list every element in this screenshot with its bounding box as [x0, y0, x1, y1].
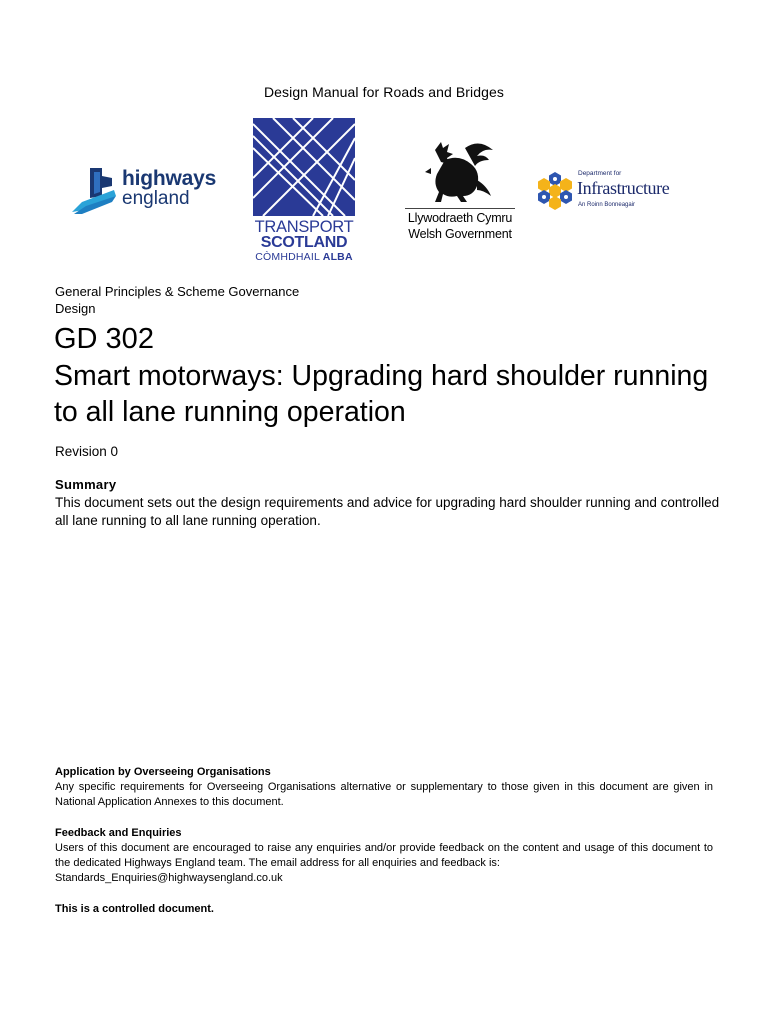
welsh-government-logo — [403, 138, 517, 244]
welsh-government-welsh-name: Llywodraeth Cymru — [407, 211, 513, 225]
welsh-government-divider — [405, 208, 515, 209]
dfi-hexagon-emblem-icon — [536, 171, 574, 211]
document-category — [55, 283, 375, 317]
summary-heading: Summary — [55, 477, 117, 492]
application-text: Any specific requirements for Overseeing Organisations alternative or supplementary to those given in this document are given in National Application Annexes to this document. — [55, 781, 713, 808]
feedback-text — [55, 841, 713, 886]
transport-scotland-wordmark-line1: TRANSPORT — [254, 218, 354, 236]
feedback-email: Standards_Enquiries@highwaysengland.co.uk — [55, 872, 283, 884]
dfi-logo — [536, 170, 698, 212]
transport-scotland-emblem-icon — [253, 118, 355, 216]
highways-england-wordmark-line1: highways — [122, 167, 217, 190]
transport-scotland-wordmark-line2: SCOTLAND — [260, 234, 348, 251]
document-revision: Revision 0 — [55, 444, 119, 459]
highways-england-wordmark-line2: england — [122, 188, 190, 209]
welsh-government-english-name: Welsh Government — [408, 227, 512, 241]
document-title: Smart motorways: Upgrading hard shoulder running to all lane running operation — [54, 360, 709, 428]
dfi-infrastructure-text: Infrastructure — [577, 178, 670, 198]
transport-scotland-logo — [253, 118, 355, 264]
transport-scotland-gaelic-bold: ALBA — [322, 251, 353, 263]
document-category-line1: General Principles & Scheme Governance — [55, 284, 300, 299]
feedback-body: Users of this document are encouraged to raise any enquiries and/or provide feedback on the content and usage of this document to the dedicated Highways England team. The email address for all enquiries and feedback is: — [55, 842, 713, 869]
highways-england-logo — [72, 166, 232, 216]
transport-scotland-gaelic-text: CÒMHDHAIL — [255, 251, 320, 263]
document-code: GD 302 — [54, 323, 154, 355]
highways-england-emblem-icon — [72, 166, 118, 216]
summary-text: This document sets out the design requirements and advice for upgrading hard shoulder running and controlled all lane running to all lane running operation. — [55, 495, 720, 528]
series-title: Design Manual for Roads and Bridges — [263, 84, 505, 100]
welsh-dragon-icon — [425, 140, 495, 206]
application-heading: Application by Overseeing Organisations — [55, 766, 271, 778]
document-category-line2: Design — [55, 301, 96, 316]
dfi-irish-name-text: An Roinn Bonneagair — [578, 202, 636, 208]
controlled-document-notice: This is a controlled document. — [55, 903, 214, 915]
dfi-department-for-text: Department for — [578, 170, 622, 177]
feedback-heading: Feedback and Enquiries — [55, 827, 182, 839]
